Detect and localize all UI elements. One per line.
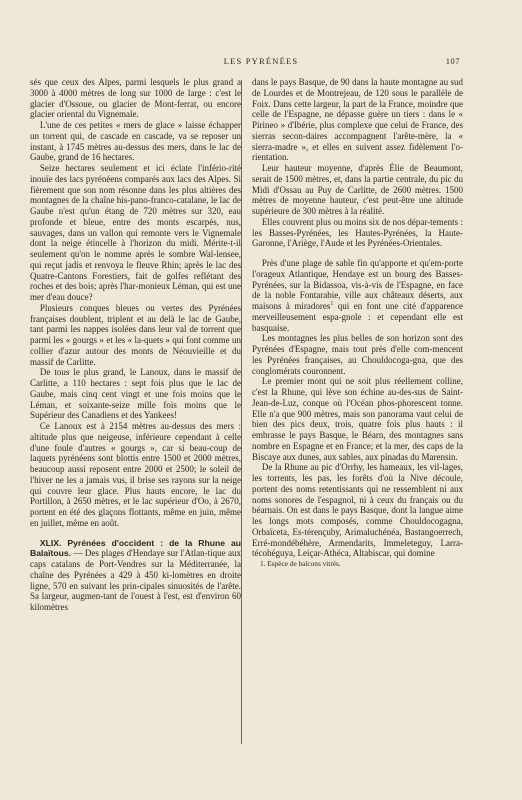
paragraph-text: qui en font une cité d'apparence merveilleusement espa-gnole : et cependant elle est basquaise. [252,301,463,333]
section-paragraph [30,538,241,613]
paragraph: Leur hauteur moyenne, d'après Élie de Beaumont, serait de 1500 mètres, et, dans la partie centrale, du pic du Midi d'Ossau au Puy de Carlitte, de 2600 mètres. 1500 mètres de moyenne hauteur, c'est peut-être une altitude supérieure de 300 mètres à la réalité. [252,163,463,216]
page-number: 107 [445,56,460,66]
paragraph: Seize hectares seulement et ici éclate l'infério-rité inouïe des lacs pyrénéens comparés aux lacs des Alpes. Si fièrement que son nom résonne dans les plus altières des montagnes de la chaîne his-pano-franco-catalane, le lac de Gaube n'est qu'un étang de 720 mètres sur 320, eau profonde et bleue, entre des monts escarpés, nus, sauvages, dans un vallon qui remonte vers le Vignemale dont la neige étincelle à l'horizon du midi. Mérite-t-il seulement qu'on le nomme après le sombre Wal-lensee, qui reçut jadis et renvoya le fleuve Rhin; après le lac des Quatre-Cantons Forestiers, fait de golfes reflétant des roches et des bois; après l'har-monieux Léman, qui est une mer d'eau douce? [30,163,241,302]
paragraph: Le premier mont qui ne soit plus réellement colline, c'est la Rhune, qui lève son échine au-des-sus de Saint-Jean-de-Luz, conque où l'Océan phos-phorescent tonne. Elle n'a que 900 mètres, mais son panorama vaut celui de bien des pics deux, trois, quatre fois plus hauts : il embrasse le pays Basque, le Béarn, des montagnes sans nombre en Espagne et en France; et la mer, des caps de la Biscaye aux dunes, aux sables, aux pinadas du Marensin. [252,376,463,462]
paragraph-text: Près d'une plage de sable fin qu'apporte et qu'em-porte l'orageux Atlantique, Hendaye est un bourg des Basses-Pyrénées, sur la Bidassoa, vis-à-vis de l'Espagne, en face de la noble Fontarabie, ville aux châteaux déserts, aux maisons à miradores [252,258,463,311]
right-column [252,77,463,568]
running-title: LES PYRÉNÉES [223,56,299,66]
running-header [0,56,522,68]
column-rule [241,80,242,744]
paragraph: Plusieurs conques bleues ou vertes des Pyrénées françaises doublent, triplent et au delà le lac de Gaube, tant parmi les nappes isolées dans leur val de torrent que parmi les « gourgs » et les « la-quets » qui font comme un collier d'azur autour des monts de Néouvieille et du massif de Carlitte. [30,302,241,367]
paragraph: Les montagnes les plus belles de son horizon sont des Pyrénées d'Espagne, mais tout près d'elle com-mencent les Pyrénées françaises, au Chouldocoga-gna, que des conglomérats couronnent. [252,333,463,376]
paragraph: Elles couvrent plus ou moins six de nos dépar-tements : les Basses-Pyrénées, les Hautes-Pyrénées, la Haute-Garonne, l'Ariège, l'Aude et les Pyrénées-Orientales. [252,216,463,249]
left-column [30,77,241,613]
paragraph [252,258,463,333]
paragraph: L'une de ces petites « mers de glace » laisse échapper un torrent qui, de cascade en cascade, va se reposer un instant, à 1745 mètres au-dessus des mers, dans le lac de Gaube, grand de 16 hectares. [30,120,241,163]
paragraph: Ce Lanoux est à 2154 mètres au-dessus des mers : altitude plus que neigeuse, inférieure cependant à celle d'une foule d'autres « gourgs », car si beau-coup de laquets pyrénéens sont blottis entre 1500 et 2000 mètres, beaucoup aussi reposent entre 2000 et 2500; le soleil de l'hiver ne les a jamais vus, il brise ses rayons sur la neige qui couvre leur glace. Plus hauts encore, le lac du Portillon, à 2650 mètres, et le lac supérieur d'Oo, à 2670, portent en été des glaçons flottants, même en juin, même en juillet, même en août. [30,421,241,528]
paragraph: De la Rhune au pic d'Orrhy, les hameaux, les vil-lages, les torrents, les pas, les forêts d'où la Nive découle, portent des noms retentissants qui ne ressemblent ni aux noms sonores de l'espagnol, ni à ceux du français ou du béarnais. On est dans le pays Basque, dont la langue aime les longs mots composés, comme Chouldocogagna, Orbaïceta, Es-térençuby, Arimaluchénéa, Bastangoerrech, Erré-mondébéhère, Armendarits, Immeleteguy, Larra-técohéguya, Leiçar-Athéca, Altabiscar, qui domine [252,462,463,559]
footnote-reference[interactable]: 1 [330,301,334,307]
paragraph: dans le pays Basque, de 90 dans la haute montagne au sud de Lourdes et de Montrejeau, de 120 sous le parallèle de Foix. Dans cette largeur, la part de la France, moindre que celle de l'Espagne, ne dépasse guère un tiers : dans le « Pirineo » d'Ibérie, plus complexe que celui de France, des sierras secon-daires accompagnent l'arête-mère, la « sierra-madre », et elles en suivent assez fidèlement l'o-rientation. [252,77,463,163]
paragraph: De tous le plus grand, le Lanoux, dans le massif de Carlitte, a 110 hectares : sept fois plus que le lac de Gaube, mais cinq cent vingt et une fois moins que le Léman, et soixante-seize mille fois moins que le Supérieur des Canadiens et des Yankees! [30,367,241,421]
paragraph: sés que ceux des Alpes, parmi lesquels le plus grand a 3000 à 4000 mètres de long sur 1000 de large : c'est le glacier d'Ossoue, ou glacier de Mont-ferrat, ou encore glacier oriental du Vignemale. [30,77,241,120]
footnote: 1. Espèce de balcons vitrés. [260,559,341,568]
section-title: XLIX. Pyrénées d'occident : de la Rhune au Balaïtous. [30,537,241,559]
section-text: — Des plages d'Hendaye sur l'Atlan-tique aux caps catalans de Port-Vendres sur la Méditerranée, la chaîne des Pyrénées a 429 à 450 ki-lomètres en droite ligne, 570 en suivant les prin-cipales sinuosités de l'arête. Sa largeur, augmen-tant de l'ouest à l'est, est d'environ 60 kilomètres [30,548,241,612]
